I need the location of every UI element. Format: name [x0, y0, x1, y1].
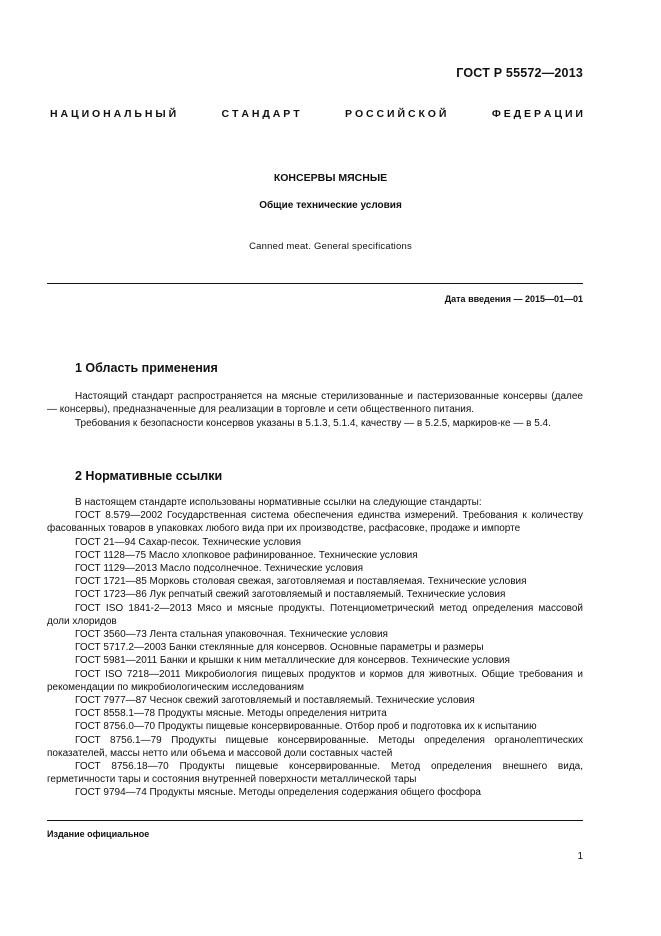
reference-item: ГОСТ ISO 1841-2—2013 Мясо и мясные продукты. Потенциометрический метод определения массовой доли хлоридов: [47, 602, 583, 627]
reference-item: ГОСТ 5717.2—2003 Банки стеклянные для консервов. Основные параметры и размеры: [75, 642, 484, 654]
page-number: 1: [577, 851, 583, 862]
english-title: Canned meat. General specifications: [249, 241, 412, 252]
references-lead: В настоящем стандарте использованы нормативные ссылки на следующие стандарты:: [75, 497, 482, 508]
introduction-date: Дата введения — 2015—01—01: [444, 294, 583, 304]
banner-word: С Т А Н Д А Р Т: [221, 108, 300, 120]
section-2-heading: 2 Нормативные ссылки: [75, 469, 223, 483]
reference-item: ГОСТ 7977—87 Чеснок свежий заготовляемый и поставляемый. Технические условия: [75, 695, 475, 707]
section-1-paragraph-2: [47, 417, 583, 430]
reference-item: ГОСТ 8.579—2002 Государственная система обеспечения единства измерений. Требования к количеству фасованных товаров в упаковках любого вида при их производстве, расфасовке, продаже и импорте: [47, 510, 583, 535]
reference-item: ГОСТ 1128—75 Масло хлопковое рафинированное. Технические условия: [75, 549, 418, 561]
reference-item: ГОСТ 8756.18—70 Продукты пищевые консервированные. Метод определения внешнего вида, герметичности тары и состояния внутренней поверхности металлической тары: [47, 761, 583, 786]
section-1-paragraph-1: [47, 390, 583, 416]
reference-item: ГОСТ 3560—73 Лента стальная упаковочная. Технические условия: [75, 629, 388, 641]
edition-note: Издание официальное: [47, 829, 150, 839]
footer-divider: [47, 820, 583, 821]
reference-item: ГОСТ 1129—2013 Масло подсолнечное. Технические условия: [75, 563, 364, 575]
banner-word: Н А Ц И О Н А Л Ь Н Ы Й: [50, 108, 177, 120]
section-1-heading: 1 Область применения: [75, 361, 218, 375]
reference-item: ГОСТ 1721—85 Морковь столовая свежая, заготовляемая и поставляемая. Технические условия: [75, 576, 527, 588]
document-code: ГОСТ Р 55572—2013: [456, 66, 583, 80]
paragraph-text: Настоящий стандарт распространяется на мясные стерилизованные и пастеризованные консервы (далее — консервы), предназначенные для реализации в торговле и сети общественного питания.: [47, 391, 583, 415]
reference-item: ГОСТ 8558.1—78 Продукты мясные. Методы определения нитрита: [75, 708, 387, 720]
reference-item: ГОСТ 8756.1—79 Продукты пищевые консервированные. Методы определения органолептических показателей, массы нетто или объема и массовой доли составных частей: [47, 734, 583, 759]
reference-item: ГОСТ 8756.0—70 Продукты пищевые консервированные. Отбор проб и подготовка их к испытанию: [75, 721, 537, 733]
normative-references: [47, 496, 583, 800]
document-title: КОНСЕРВЫ МЯСНЫЕ: [273, 172, 388, 184]
reference-item: ГОСТ ISO 7218—2011 Микробиология пищевых продуктов и кормов для животных. Общие требования и рекомендации по микробиологическим исследованиям: [47, 668, 583, 693]
standard-banner: [50, 108, 583, 120]
document-subtitle: Общие технические условия: [259, 200, 402, 211]
reference-item: ГОСТ 5981—2011 Банки и крышки к ним металлические для консервов. Технические условия: [75, 655, 510, 667]
reference-item: ГОСТ 1723—86 Лук репчатый свежий заготовляемый и поставляемый. Технические условия: [75, 589, 506, 601]
banner-word: Ф Е Д Е Р А Ц И И: [491, 108, 583, 120]
paragraph-text: Требования к безопасности консервов указаны в 5.1.3, 5.1.4, качеству — в 5.2.5, маркиров-ке — в 5.4.: [75, 418, 551, 429]
title-divider: [47, 283, 583, 284]
reference-item: ГОСТ 21—94 Сахар-песок. Технические условия: [75, 536, 302, 548]
reference-item: ГОСТ 9794—74 Продукты мясные. Методы определения содержания общего фосфора: [75, 787, 481, 799]
banner-word: Р О С С И Й С К О Й: [345, 108, 447, 120]
